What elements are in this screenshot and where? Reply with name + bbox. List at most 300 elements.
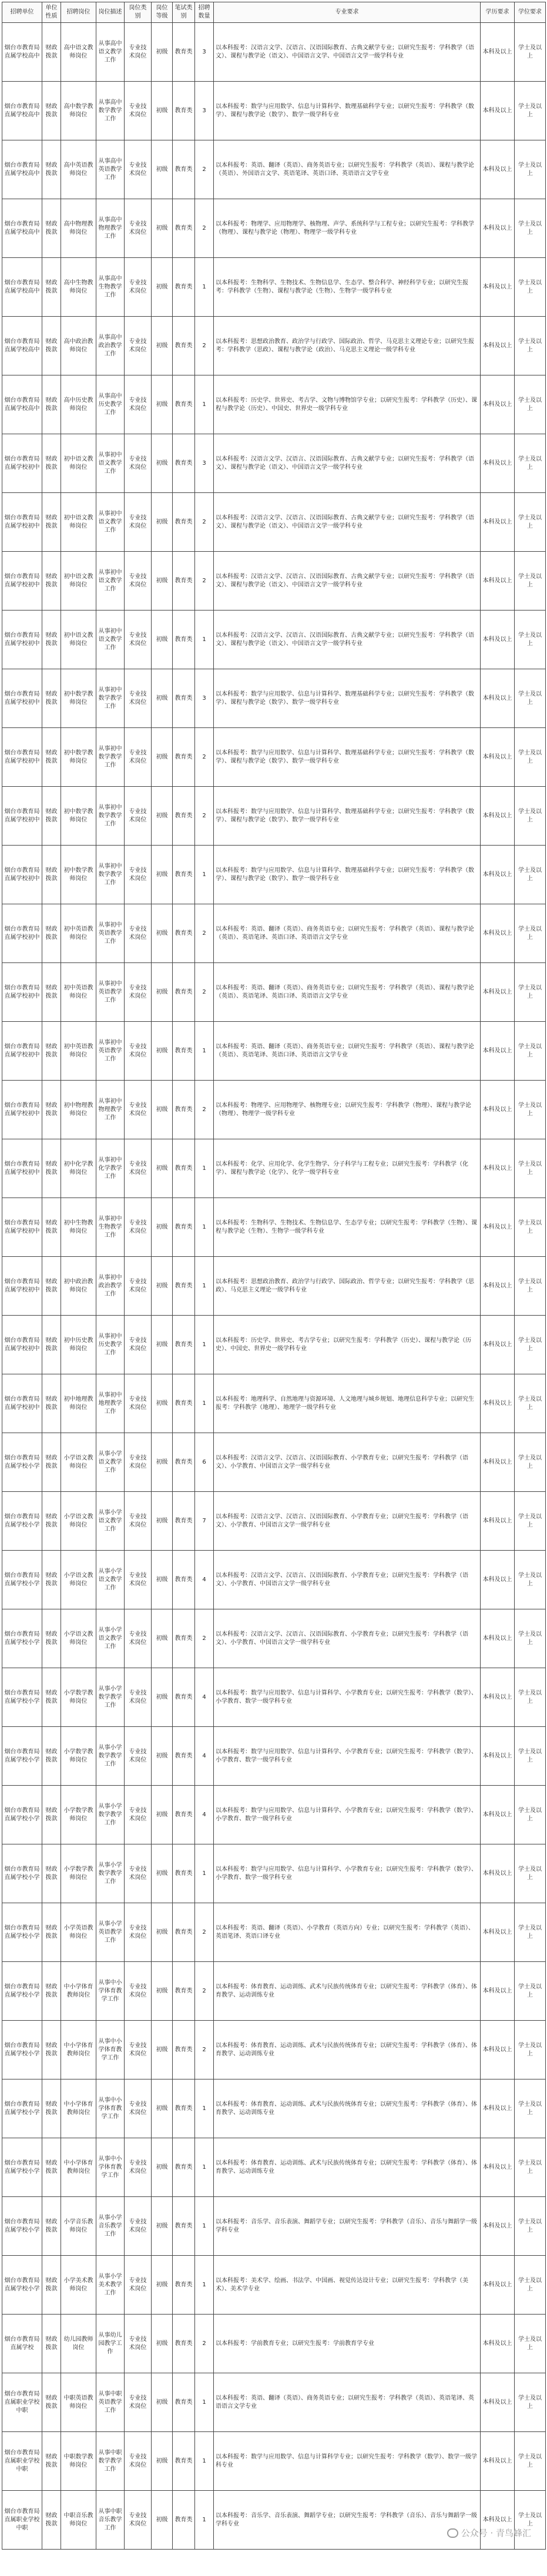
cell-major: 以本科报考：汉语言文学、汉语言、汉语国际教育、小学教育专业；以研究生报考：学科教学（语文）、小学教育、中国语言文学一级学科专业 — [214, 1433, 481, 1492]
cell-major: 以本科报考：历史学、世界史、考古学专业；以研究生报考：学科教学（历史）、课程与教学论（历史）、中国史、世界史一级学科专业 — [214, 1316, 481, 1374]
table-body — [2, 23, 546, 2550]
table-row — [2, 1022, 546, 1081]
cell-unit-type: 财政拨款 — [42, 611, 61, 669]
cell-position-category: 专业技术岗位 — [125, 23, 152, 82]
cell-position-category: 专业技术岗位 — [125, 1081, 152, 1139]
cell-education: 本科及以上 — [481, 728, 515, 787]
cell-position-category: 专业技术岗位 — [125, 552, 152, 611]
cell-unit: 烟台市教育局直属学校初中 — [2, 1139, 42, 1198]
cell-position-desc: 从事初中数学教学工作 — [96, 787, 125, 846]
table-row — [2, 2197, 546, 2256]
cell-degree: 学士及以上 — [515, 375, 546, 434]
cell-major: 以本科报考：物理学、应用物理学、核物理专业；以研究生报考：学科教学（物理）、课程与教学论（物理）、物理学一级学科专业 — [214, 1081, 481, 1139]
cell-position-level: 初级 — [152, 1668, 173, 1727]
cell-position-level: 初级 — [152, 2491, 173, 2550]
cell-major: 以本科报考：汉语言文学、汉语言、汉语国际教育、古典文献学专业；以研究生报考：学科教学（语文）、课程与教学论（语文）、中国语言文学、中国语言文学一级学科专业 — [214, 23, 481, 82]
cell-position-desc: 从事中职音乐教学工作 — [96, 2491, 125, 2550]
cell-degree: 学士及以上 — [515, 1727, 546, 1786]
cell-unit: 烟台市教育局直属职业学校中职 — [2, 2491, 42, 2550]
cell-unit-type: 财政拨款 — [42, 2373, 61, 2432]
cell-exam-category: 教育类 — [173, 1962, 195, 2021]
cell-degree: 学士及以上 — [515, 140, 546, 199]
cell-position-category: 专业技术岗位 — [125, 82, 152, 140]
cell-unit: 烟台市教育局直属学校高中 — [2, 258, 42, 317]
cell-exam-category: 教育类 — [173, 1081, 195, 1139]
cell-exam-category: 教育类 — [173, 493, 195, 552]
cell-degree: 学士及以上 — [515, 2138, 546, 2197]
cell-education: 本科及以上 — [481, 1433, 515, 1492]
cell-position: 高中物理教师岗位 — [61, 199, 96, 258]
table-row — [2, 1727, 546, 1786]
cell-quota: 6 — [195, 1433, 214, 1492]
cell-unit: 烟台市教育局直属学校小学 — [2, 2079, 42, 2138]
cell-education: 本科及以上 — [481, 1139, 515, 1198]
cell-major: 以本科报考：音乐学、音乐表演、舞蹈学专业；以研究生报考：学科教学（音乐）、音乐与舞蹈学一级学科专业 — [214, 2491, 481, 2550]
cell-position-level: 初级 — [152, 23, 173, 82]
cell-quota: 1 — [195, 1022, 214, 1081]
cell-position: 初中生物教师岗位 — [61, 1198, 96, 1257]
table-row — [2, 963, 546, 1022]
cell-major: 以本科报考：音乐学、音乐表演、舞蹈学专业；以研究生报考：学科教学（音乐）、音乐与舞蹈学一级学科专业 — [214, 2197, 481, 2256]
cell-major: 以本科报考：数学与应用数学、信息与计算科学、数理基础科学专业；以研究生报考：学科教学（数学）、课程与教学论（数学）、数学一级学科专业 — [214, 787, 481, 846]
cell-unit-type: 财政拨款 — [42, 1551, 61, 1609]
cell-quota: 2 — [195, 2315, 214, 2373]
cell-position-category: 专业技术岗位 — [125, 317, 152, 375]
cell-position-category: 专业技术岗位 — [125, 493, 152, 552]
cell-unit: 烟台市教育局直属学校高中 — [2, 375, 42, 434]
cell-quota: 1 — [195, 1844, 214, 1903]
cell-degree: 学士及以上 — [515, 1257, 546, 1316]
cell-degree: 学士及以上 — [515, 611, 546, 669]
cell-exam-category: 教育类 — [173, 1844, 195, 1903]
cell-unit-type: 财政拨款 — [42, 963, 61, 1022]
cell-major: 以本科报考：汉语言文学、汉语言、汉语国际教育、古典文献学专业；以研究生报考：学科教学（语文）、课程与教学论（语文）、中国语言文学一级学科专业 — [214, 493, 481, 552]
cell-position-level: 初级 — [152, 1139, 173, 1198]
cell-position: 初中英语教师岗位 — [61, 904, 96, 963]
cell-unit-type: 财政拨款 — [42, 669, 61, 728]
cell-exam-category: 教育类 — [173, 23, 195, 82]
table-row — [2, 2315, 546, 2373]
cell-major: 以本科报考：英语、翻译（英语）、商务英语专业；以研究生报考：学科教学（英语）、课程与教学论（英语）、英语笔译、英语口译、英语语言文学专业 — [214, 904, 481, 963]
cell-major: 以本科报考：英语、翻译（英语）、商务英语专业；以研究生报考：学科教学（英语）、英语笔译、英语语言文学专业 — [214, 2373, 481, 2432]
cell-unit-type: 财政拨款 — [42, 1081, 61, 1139]
cell-position-level: 初级 — [152, 552, 173, 611]
cell-position-category: 专业技术岗位 — [125, 2079, 152, 2138]
cell-major: 以本科报考：物理学、应用物理学、核物理、声学、系统科学与工程专业；以研究生报考：学科教学（物理）、课程与教学论（物理）、物理学一级学科专业 — [214, 199, 481, 258]
cell-quota: 2 — [195, 963, 214, 1022]
table-row — [2, 1198, 546, 1257]
cell-position-level: 初级 — [152, 493, 173, 552]
cell-education: 本科及以上 — [481, 1844, 515, 1903]
cell-education: 本科及以上 — [481, 375, 515, 434]
cell-position-level: 初级 — [152, 1374, 173, 1433]
cell-position: 小学音乐教师岗位 — [61, 2197, 96, 2256]
cell-education: 本科及以上 — [481, 1727, 515, 1786]
cell-quota: 1 — [195, 2432, 214, 2491]
cell-major: 以本科报考：数学与应用数学、信息与计算科学、数理基础科学专业；以研究生报考：学科教学（数学）、课程与教学论（数学）、数学一级学科专业 — [214, 669, 481, 728]
cell-position: 小学美术教师岗位 — [61, 2256, 96, 2315]
cell-position-desc: 从事初中语文教学工作 — [96, 493, 125, 552]
cell-position-desc: 从事初中语文教学工作 — [96, 434, 125, 493]
cell-position-level: 初级 — [152, 82, 173, 140]
cell-position-category: 专业技术岗位 — [125, 728, 152, 787]
table-row — [2, 434, 546, 493]
cell-exam-category: 教育类 — [173, 1492, 195, 1551]
cell-degree: 学士及以上 — [515, 728, 546, 787]
cell-unit-type: 财政拨款 — [42, 2491, 61, 2550]
cell-unit-type: 财政拨款 — [42, 2432, 61, 2491]
cell-unit-type: 财政拨款 — [42, 2021, 61, 2079]
cell-position-level: 初级 — [152, 1022, 173, 1081]
cell-major: 以本科报考：思想政治教育、政治学与行政学、国际政治、哲学、马克思主义理论专业；以研究生报考：学科教学（思政）、课程与教学论（政治）、马克思主义理论一级学科专业 — [214, 317, 481, 375]
table-row — [2, 1668, 546, 1727]
cell-unit-type: 财政拨款 — [42, 1198, 61, 1257]
cell-position-level: 初级 — [152, 1081, 173, 1139]
cell-position-level: 初级 — [152, 1316, 173, 1374]
cell-position-level: 初级 — [152, 1433, 173, 1492]
cell-education: 本科及以上 — [481, 1492, 515, 1551]
cell-quota: 1 — [195, 2256, 214, 2315]
cell-major: 以本科报考：体育教育、运动训练、武术与民族传统体育专业；以研究生报考：学科教学（体育）、体育教学、运动训练专业 — [214, 2079, 481, 2138]
cell-position-level: 初级 — [152, 375, 173, 434]
cell-position-desc: 从事小学语文教学工作 — [96, 1433, 125, 1492]
cell-position-desc: 从事高中语文教学工作 — [96, 23, 125, 82]
cell-position-level: 初级 — [152, 2432, 173, 2491]
cell-position: 中小学体育教师岗位 — [61, 1962, 96, 2021]
cell-position-desc: 从事高中政治教学工作 — [96, 317, 125, 375]
cell-position-level: 初级 — [152, 2256, 173, 2315]
cell-quota: 3 — [195, 23, 214, 82]
cell-position-category: 专业技术岗位 — [125, 1316, 152, 1374]
cell-major: 以本科报考：数学与应用数学、信息与计算科学、数理基础科学专业；以研究生报考：学科教学（数学）、课程与教学论（数学）、数学一级学科专业 — [214, 728, 481, 787]
cell-unit: 烟台市教育局直属学校初中 — [2, 1081, 42, 1139]
cell-unit-type: 财政拨款 — [42, 2197, 61, 2256]
cell-position-desc: 从事初中语文教学工作 — [96, 611, 125, 669]
cell-quota: 2 — [195, 787, 214, 846]
cell-degree: 学士及以上 — [515, 963, 546, 1022]
cell-education: 本科及以上 — [481, 140, 515, 199]
cell-education: 本科及以上 — [481, 1609, 515, 1668]
cell-unit: 烟台市教育局直属学校 — [2, 2315, 42, 2373]
table-row — [2, 2373, 546, 2432]
cell-position-category: 专业技术岗位 — [125, 1198, 152, 1257]
cell-position-category: 专业技术岗位 — [125, 1433, 152, 1492]
cell-exam-category: 教育类 — [173, 1786, 195, 1844]
cell-quota: 2 — [195, 140, 214, 199]
cell-position-category: 专业技术岗位 — [125, 1492, 152, 1551]
cell-major: 以本科报考：汉语言文学、汉语言、汉语国际教育、小学教育专业；以研究生报考：学科教学（语文）、小学教育、中国语言文学一级学科专业 — [214, 1609, 481, 1668]
cell-education: 本科及以上 — [481, 963, 515, 1022]
cell-quota: 1 — [195, 1374, 214, 1433]
header-position-category: 岗位类别 — [125, 2, 152, 23]
cell-major: 以本科报考：英语、翻译（英语）、小学教育（英语方向）专业；以研究生报考：学科教学（英语）、英语笔译、英语口译专业 — [214, 1903, 481, 1962]
table-row — [2, 1903, 546, 1962]
table-header — [2, 2, 546, 23]
cell-position-category: 专业技术岗位 — [125, 787, 152, 846]
cell-position-category: 专业技术岗位 — [125, 258, 152, 317]
cell-position-desc: 从事初中数学教学工作 — [96, 669, 125, 728]
cell-position-desc: 从事小学数学教学工作 — [96, 1844, 125, 1903]
table-row — [2, 1609, 546, 1668]
cell-unit: 烟台市教育局直属学校高中 — [2, 82, 42, 140]
cell-education: 本科及以上 — [481, 1903, 515, 1962]
cell-unit: 烟台市教育局直属学校高中 — [2, 199, 42, 258]
cell-unit: 烟台市教育局直属学校高中 — [2, 23, 42, 82]
cell-position: 初中语文教师岗位 — [61, 552, 96, 611]
table-row — [2, 2256, 546, 2315]
cell-quota: 2 — [195, 1903, 214, 1962]
cell-major: 以本科报考：生物科学、生物技术、生物信息学、生态学专业；以研究生报考：学科教学（生物）、课程与教学论（生物）、生物学一级学科专业 — [214, 1198, 481, 1257]
cell-position-desc: 从事初中化学教学工作 — [96, 1139, 125, 1198]
cell-exam-category: 教育类 — [173, 1668, 195, 1727]
cell-major: 以本科报考：历史学、世界史、考古学、文物与博物馆学专业；以研究生报考：学科教学（历史）、课程与教学论（历史）、中国史、世界史一级学科专业 — [214, 375, 481, 434]
cell-position-level: 初级 — [152, 1786, 173, 1844]
cell-exam-category: 教育类 — [173, 140, 195, 199]
cell-exam-category: 教育类 — [173, 1551, 195, 1609]
cell-position: 中职数学教师岗位 — [61, 2432, 96, 2491]
cell-exam-category: 教育类 — [173, 2373, 195, 2432]
cell-unit-type: 财政拨款 — [42, 1844, 61, 1903]
cell-unit-type: 财政拨款 — [42, 2138, 61, 2197]
cell-position-level: 初级 — [152, 1198, 173, 1257]
cell-unit: 烟台市教育局直属学校高中 — [2, 140, 42, 199]
cell-education: 本科及以上 — [481, 2138, 515, 2197]
cell-exam-category: 教育类 — [173, 963, 195, 1022]
table-row — [2, 1786, 546, 1844]
cell-position-category: 专业技术岗位 — [125, 140, 152, 199]
cell-exam-category: 教育类 — [173, 317, 195, 375]
table-row — [2, 611, 546, 669]
cell-quota: 1 — [195, 258, 214, 317]
cell-position: 高中生物教师岗位 — [61, 258, 96, 317]
cell-exam-category: 教育类 — [173, 1139, 195, 1198]
cell-education: 本科及以上 — [481, 23, 515, 82]
table-row — [2, 493, 546, 552]
cell-position-category: 专业技术岗位 — [125, 1962, 152, 2021]
cell-major: 以本科报考：英语、翻译（英语）、商务英语专业；以研究生报考：学科教学（英语）、课程与教学论（英语）、外国语言文学、英语笔译、英语口译、英语语言文学专业 — [214, 140, 481, 199]
cell-quota: 1 — [195, 611, 214, 669]
cell-position: 初中语文教师岗位 — [61, 434, 96, 493]
cell-position-desc: 从事初中政治教学工作 — [96, 1257, 125, 1316]
cell-unit: 烟台市教育局直属学校小学 — [2, 1609, 42, 1668]
cell-position-level: 初级 — [152, 728, 173, 787]
cell-exam-category: 教育类 — [173, 199, 195, 258]
cell-unit-type: 财政拨款 — [42, 434, 61, 493]
header-unit: 招聘单位 — [2, 2, 42, 23]
cell-position-level: 初级 — [152, 1492, 173, 1551]
cell-degree: 学士及以上 — [515, 552, 546, 611]
cell-unit-type: 财政拨款 — [42, 846, 61, 904]
cell-education: 本科及以上 — [481, 669, 515, 728]
cell-major: 以本科报考：地理科学、自然地理与资源环境、人文地理与城乡规划、地理信息科学专业；以研究生报考：学科教学（地理）、地理学一级学科专业 — [214, 1374, 481, 1433]
cell-exam-category: 教育类 — [173, 2315, 195, 2373]
header-quota: 招聘数量 — [195, 2, 214, 23]
header-exam-category: 笔试类别 — [173, 2, 195, 23]
cell-unit: 烟台市教育局直属学校小学 — [2, 1551, 42, 1609]
table-row — [2, 552, 546, 611]
cell-quota: 1 — [195, 1257, 214, 1316]
cell-unit: 烟台市教育局直属学校初中 — [2, 434, 42, 493]
cell-major: 以本科报考：英语、翻译（英语）、商务英语专业；以研究生报考：学科教学（英语）、课程与教学论（英语）、英语笔译、英语口译、英语语言文学专业 — [214, 1022, 481, 1081]
table-row — [2, 2021, 546, 2079]
cell-position-category: 专业技术岗位 — [125, 2491, 152, 2550]
cell-education: 本科及以上 — [481, 1551, 515, 1609]
table-row — [2, 317, 546, 375]
cell-degree: 学士及以上 — [515, 2373, 546, 2432]
cell-position-desc: 从事小学语文教学工作 — [96, 1609, 125, 1668]
cell-position: 小学数学教师岗位 — [61, 1786, 96, 1844]
table-row — [2, 199, 546, 258]
cell-position: 中职英语教师岗位 — [61, 2373, 96, 2432]
cell-education: 本科及以上 — [481, 2021, 515, 2079]
cell-position-category: 专业技术岗位 — [125, 2432, 152, 2491]
cell-education: 本科及以上 — [481, 904, 515, 963]
cell-major: 以本科报考：学前教育专业；以研究生报考：学前教育学专业 — [214, 2315, 481, 2373]
cell-quota: 3 — [195, 82, 214, 140]
cell-major: 以本科报考：英语、翻译（英语）、商务英语专业；以研究生报考：学科教学（英语）、课程与教学论（英语）、英语笔译、英语口译、英语语言文学专业 — [214, 963, 481, 1022]
cell-degree: 学士及以上 — [515, 2197, 546, 2256]
cell-position: 初中英语教师岗位 — [61, 1022, 96, 1081]
cell-unit: 烟台市教育局直属学校小学 — [2, 1727, 42, 1786]
cell-position-level: 初级 — [152, 2315, 173, 2373]
cell-unit: 烟台市教育局直属学校初中 — [2, 1374, 42, 1433]
cell-position-level: 初级 — [152, 1844, 173, 1903]
cell-position-desc: 从事幼儿园教学工作 — [96, 2315, 125, 2373]
cell-unit-type: 财政拨款 — [42, 1022, 61, 1081]
cell-quota: 1 — [195, 2491, 214, 2550]
header-unit-type: 单位性质 — [42, 2, 61, 23]
cell-education: 本科及以上 — [481, 1668, 515, 1727]
cell-major: 以本科报考：体育教育、运动训练、武术与民族传统体育专业；以研究生报考：学科教学（体育）、体育教学、运动训练专业 — [214, 2021, 481, 2079]
cell-position-category: 专业技术岗位 — [125, 904, 152, 963]
cell-position-level: 初级 — [152, 787, 173, 846]
cell-education: 本科及以上 — [481, 1316, 515, 1374]
cell-exam-category: 教育类 — [173, 1198, 195, 1257]
cell-degree: 学士及以上 — [515, 82, 546, 140]
cell-unit: 烟台市教育局直属学校初中 — [2, 1022, 42, 1081]
cell-education: 本科及以上 — [481, 434, 515, 493]
table-row — [2, 1844, 546, 1903]
cell-position: 初中数学教师岗位 — [61, 846, 96, 904]
cell-degree: 学士及以上 — [515, 669, 546, 728]
cell-position: 中小学体育教师岗位 — [61, 2079, 96, 2138]
cell-position: 初中英语教师岗位 — [61, 963, 96, 1022]
table-row — [2, 2491, 546, 2550]
cell-position-desc: 从事初中生物教学工作 — [96, 1198, 125, 1257]
table-row — [2, 82, 546, 140]
cell-quota: 2 — [195, 728, 214, 787]
cell-unit-type: 财政拨款 — [42, 199, 61, 258]
cell-position-category: 专业技术岗位 — [125, 2315, 152, 2373]
cell-education: 本科及以上 — [481, 2197, 515, 2256]
cell-position-desc: 从事中小学体育教学工作 — [96, 2021, 125, 2079]
cell-position-desc: 从事小学语文教学工作 — [96, 1492, 125, 1551]
table-row — [2, 2138, 546, 2197]
cell-major: 以本科报考：汉语言文学、汉语言、汉语国际教育、古典文献学专业；以研究生报考：学科教学（语文）、课程与教学论（语文）、中国语言文学一级学科专业 — [214, 434, 481, 493]
cell-position-level: 初级 — [152, 2373, 173, 2432]
cell-quota: 2 — [195, 1081, 214, 1139]
cell-position-desc: 从事初中英语教学工作 — [96, 1022, 125, 1081]
cell-position: 小学数学教师岗位 — [61, 1727, 96, 1786]
cell-position-level: 初级 — [152, 1551, 173, 1609]
cell-exam-category: 教育类 — [173, 1257, 195, 1316]
table-row — [2, 1257, 546, 1316]
cell-major: 以本科报考：数学与应用数学、信息与计算科学、小学教育专业；以研究生报考：学科教学（数学）、小学教育、数学一级学科专业 — [214, 1727, 481, 1786]
cell-exam-category: 教育类 — [173, 1316, 195, 1374]
cell-unit: 烟台市教育局直属学校初中 — [2, 552, 42, 611]
cell-unit: 烟台市教育局直属学校小学 — [2, 2197, 42, 2256]
cell-position-desc: 从事初中历史教学工作 — [96, 1316, 125, 1374]
table-row — [2, 1374, 546, 1433]
cell-exam-category: 教育类 — [173, 669, 195, 728]
cell-quota: 3 — [195, 434, 214, 493]
cell-exam-category: 教育类 — [173, 2197, 195, 2256]
header-position: 招聘岗位 — [61, 2, 96, 23]
cell-position: 高中历史教师岗位 — [61, 375, 96, 434]
cell-education: 本科及以上 — [481, 1257, 515, 1316]
cell-position-category: 专业技术岗位 — [125, 669, 152, 728]
cell-education: 本科及以上 — [481, 199, 515, 258]
cell-position-desc: 从事高中历史教学工作 — [96, 375, 125, 434]
cell-degree: 学士及以上 — [515, 493, 546, 552]
cell-position: 中小学体育教师岗位 — [61, 2021, 96, 2079]
cell-unit: 烟台市教育局直属学校小学 — [2, 1492, 42, 1551]
cell-degree: 学士及以上 — [515, 434, 546, 493]
cell-position-desc: 从事高中数学教学工作 — [96, 82, 125, 140]
cell-exam-category: 教育类 — [173, 1022, 195, 1081]
cell-position: 初中语文教师岗位 — [61, 611, 96, 669]
cell-quota: 3 — [195, 669, 214, 728]
cell-education: 本科及以上 — [481, 787, 515, 846]
cell-exam-category: 教育类 — [173, 552, 195, 611]
cell-position-desc: 从事中小学体育教学工作 — [96, 2138, 125, 2197]
cell-unit-type: 财政拨款 — [42, 1433, 61, 1492]
cell-education: 本科及以上 — [481, 1198, 515, 1257]
cell-position: 初中语文教师岗位 — [61, 493, 96, 552]
cell-position-category: 专业技术岗位 — [125, 1844, 152, 1903]
cell-education: 本科及以上 — [481, 1374, 515, 1433]
cell-education: 本科及以上 — [481, 1081, 515, 1139]
cell-degree: 学士及以上 — [515, 1433, 546, 1492]
cell-position: 小学语文教师岗位 — [61, 1492, 96, 1551]
cell-unit-type: 财政拨款 — [42, 1727, 61, 1786]
cell-unit: 烟台市教育局直属学校初中 — [2, 1316, 42, 1374]
cell-degree: 学士及以上 — [515, 1903, 546, 1962]
cell-exam-category: 教育类 — [173, 1727, 195, 1786]
cell-position-category: 专业技术岗位 — [125, 1609, 152, 1668]
cell-position-level: 初级 — [152, 2079, 173, 2138]
cell-quota: 1 — [195, 2079, 214, 2138]
cell-position: 小学数学教师岗位 — [61, 1668, 96, 1727]
cell-position: 初中物理教师岗位 — [61, 1081, 96, 1139]
cell-position-level: 初级 — [152, 846, 173, 904]
cell-exam-category: 教育类 — [173, 787, 195, 846]
cell-position-level: 初级 — [152, 1962, 173, 2021]
cell-exam-category: 教育类 — [173, 1433, 195, 1492]
cell-position: 高中语文教师岗位 — [61, 23, 96, 82]
cell-position-level: 初级 — [152, 1903, 173, 1962]
cell-position-category: 专业技术岗位 — [125, 1668, 152, 1727]
cell-unit: 烟台市教育局直属学校初中 — [2, 787, 42, 846]
cell-unit-type: 财政拨款 — [42, 1139, 61, 1198]
cell-position: 高中数学教师岗位 — [61, 82, 96, 140]
table-row — [2, 258, 546, 317]
cell-position-category: 专业技术岗位 — [125, 1786, 152, 1844]
cell-position-desc: 从事初中语文教学工作 — [96, 552, 125, 611]
watermark — [447, 2527, 531, 2539]
cell-exam-category: 教育类 — [173, 258, 195, 317]
cell-degree: 学士及以上 — [515, 23, 546, 82]
